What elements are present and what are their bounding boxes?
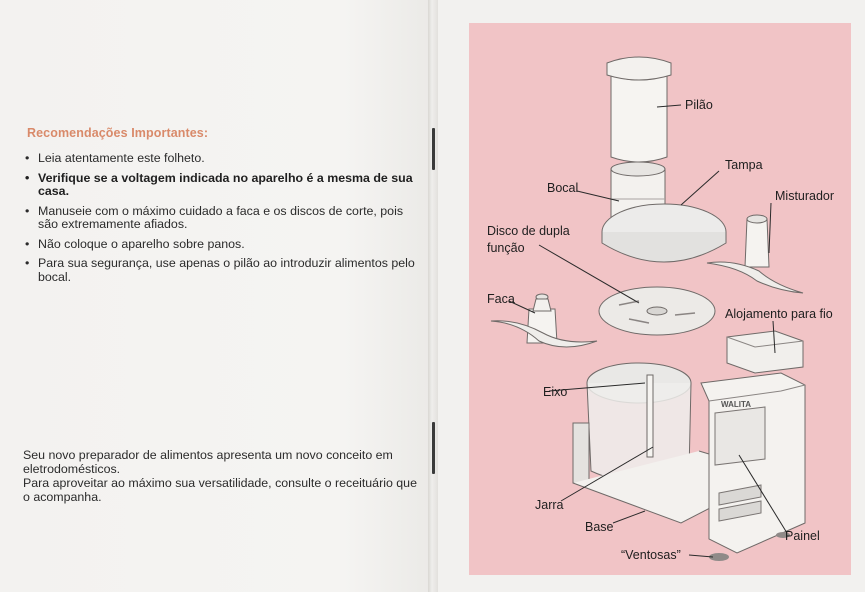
label-painel: Painel — [785, 529, 820, 543]
label-ventosas: “Ventosas” — [621, 548, 681, 562]
recommendation-text: Leia atentamente este folheto. — [38, 151, 205, 165]
bullet-icon: • — [25, 256, 30, 270]
label-faca: Faca — [487, 292, 515, 306]
bullet-icon: • — [25, 170, 30, 185]
recommendation-text: Não coloque o aparelho sobre panos. — [38, 236, 245, 251]
staple-icon — [432, 128, 435, 170]
brand-label: WALITA — [721, 400, 752, 409]
label-misturador: Misturador — [775, 189, 835, 203]
label-disco-line2: função — [487, 241, 525, 255]
intro-text — [23, 449, 423, 505]
cord-housing-illustration — [727, 331, 803, 373]
recommendations-list — [25, 152, 425, 290]
lid-illustration — [602, 162, 726, 262]
recommendation-text: Manuseie com o máximo cuidado a faca e os discos de corte, pois são extremamente afiados. — [38, 203, 404, 231]
bullet-icon: • — [25, 236, 30, 251]
label-base: Base — [585, 520, 614, 534]
bullet-icon: • — [25, 151, 30, 165]
recommendation-item — [25, 238, 425, 252]
recommendation-text: Para sua segurança, use apenas o pilão ao introduzir alimentos pelo bocal. — [38, 256, 415, 284]
recommendation-text: Verifique se a voltagem indicada no aparelho é a mesma de sua casa. — [38, 170, 413, 198]
label-tampa: Tampa — [725, 158, 763, 172]
label-disco-line1: Disco de dupla — [487, 224, 570, 238]
pusher-illustration — [607, 57, 671, 162]
recommendation-item — [25, 152, 425, 166]
staple-icon — [432, 422, 435, 474]
exploded-view-illustration — [469, 23, 851, 575]
recommendations-heading: Recomendações Importantes: — [27, 126, 209, 140]
intro-paragraph: Para aproveitar ao máximo sua versatilidade, consulte o receituário que o acompanha. — [23, 476, 417, 504]
disc-illustration — [599, 287, 715, 335]
label-bocal: Bocal — [547, 181, 579, 195]
recommendation-item — [25, 172, 425, 199]
label-jarra: Jarra — [535, 498, 564, 512]
label-pilao: Pilão — [685, 98, 713, 112]
bullet-icon: • — [25, 203, 30, 218]
book-spine — [428, 0, 438, 592]
label-eixo: Eixo — [543, 385, 568, 399]
label-alojamento: Alojamento para fio — [725, 307, 833, 321]
recommendation-item — [25, 257, 425, 284]
left-page — [0, 0, 430, 592]
recommendation-item — [25, 205, 425, 232]
intro-paragraph: Seu novo preparador de alimentos apresenta um novo conceito em eletrodomésticos. — [23, 448, 393, 476]
food-processor-diagram — [469, 23, 851, 575]
